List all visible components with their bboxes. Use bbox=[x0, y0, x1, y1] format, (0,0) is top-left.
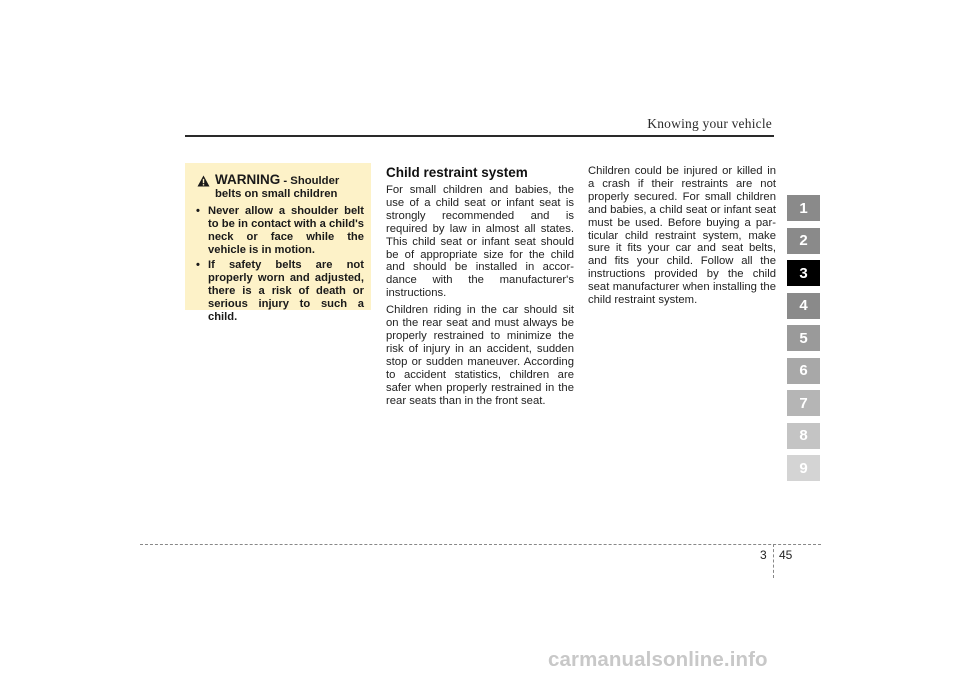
chapter-tab-6[interactable]: 6 bbox=[787, 358, 820, 384]
warning-heading bbox=[215, 173, 339, 201]
warning-subtitle-2: belts on small children bbox=[215, 188, 338, 200]
chapter-tab-7[interactable]: 7 bbox=[787, 390, 820, 416]
warning-subtitle-1: - Shoulder bbox=[283, 175, 340, 187]
text-column-2 bbox=[588, 165, 776, 311]
chapter-tab-4[interactable]: 4 bbox=[787, 293, 820, 319]
chapter-tab-8[interactable]: 8 bbox=[787, 423, 820, 449]
bullet: • bbox=[196, 205, 200, 217]
chapter-tab-5[interactable]: 5 bbox=[787, 325, 820, 351]
chapter-tabs bbox=[787, 195, 820, 488]
warning-item-text: Never allow a shoulder belt to be in contact with a child's neck or face while the vehicle is in motion. bbox=[208, 205, 364, 256]
chapter-tab-1[interactable]: 1 bbox=[787, 195, 820, 221]
section-heading: Child restraint system bbox=[386, 165, 528, 180]
paragraph: For small children and babies, the use of a child seat or infant seat is strongly recommended and is required by law in almost all states. This child seat or infant seat should be of appropriate size for the child and should be installed in accor-dance with the manufacturer's instructions. bbox=[386, 184, 574, 300]
watermark: carmanualsonline.info bbox=[548, 648, 768, 671]
bullet: • bbox=[196, 259, 200, 271]
paragraph: Children could be injured or killed in a crash if their restraints are not properly secured. For small children and babies, a child seat or infant seat must be used. Before buying a par-ticular child restraint system, make sure it fits your car and seat belts, and fits your child. Follow all the instructions provided by the child seat manufacturer when installing the child restraint system. bbox=[588, 165, 776, 307]
warning-item bbox=[193, 205, 364, 257]
warning-item bbox=[193, 259, 364, 324]
footer-vertical-rule bbox=[773, 544, 774, 578]
header-title: Knowing your vehicle bbox=[647, 116, 772, 131]
warning-item-text: If safety belts are not properly worn and adjusted, there is a risk of death or serious injury to such a child. bbox=[208, 259, 364, 323]
chapter-tab-9[interactable]: 9 bbox=[787, 455, 820, 481]
warning-triangle-icon bbox=[197, 175, 210, 187]
header-rule bbox=[185, 135, 774, 137]
text-column-1 bbox=[386, 184, 574, 411]
footer-rule bbox=[140, 544, 821, 545]
page-number: 45 bbox=[779, 548, 793, 562]
warning-list bbox=[193, 205, 364, 324]
warning-label: WARNING bbox=[215, 172, 281, 187]
warning-box bbox=[185, 163, 371, 323]
chapter-tab-2[interactable]: 2 bbox=[787, 228, 820, 254]
chapter-tab-3[interactable]: 3 bbox=[787, 260, 820, 286]
page-chapter: 3 bbox=[760, 548, 767, 562]
paragraph: Children riding in the car should sit on the rear seat and must always be properly restrained to minimize the risk of injury in an accident, sudden stop or sudden maneuver. According to accident statistics, children are safer when properly restrained in the rear seats than in the front seat. bbox=[386, 304, 574, 407]
warning-header bbox=[193, 173, 364, 201]
